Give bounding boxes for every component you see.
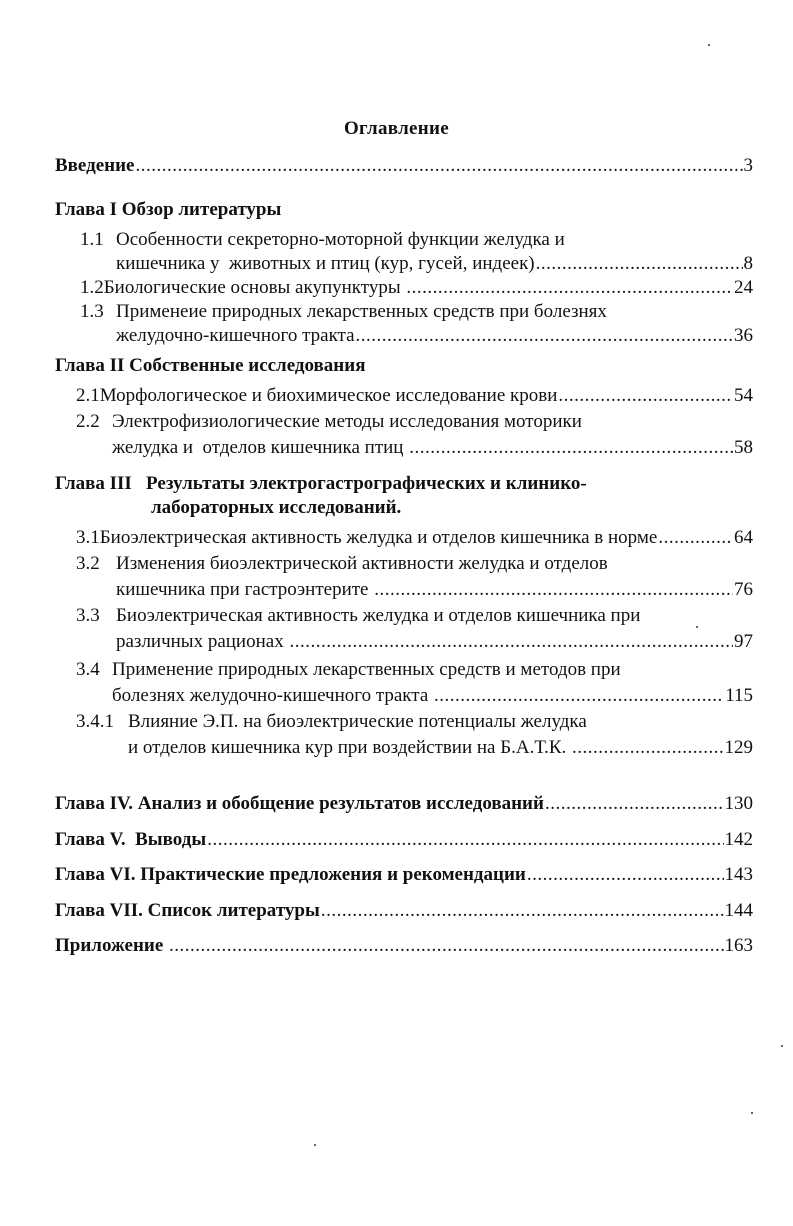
chapter-heading-text: Глава I Обзор литературы	[55, 199, 282, 220]
section-number: 2.2	[76, 411, 100, 432]
toc-entry-2-2-cont	[112, 436, 753, 460]
toc-entry-3-4-1	[76, 710, 587, 734]
toc-entry-text: желудочно-кишечного тракта	[116, 325, 355, 346]
toc-entry-text: болезнях желудочно-кишечного тракта	[112, 685, 433, 706]
toc-page-number: 143	[724, 864, 753, 885]
toc-page-number: 3	[743, 155, 753, 176]
toc-entry-text: Глава VII. Список литературы	[55, 900, 320, 921]
dot-leader	[136, 154, 743, 178]
scan-speck	[781, 1045, 783, 1047]
toc-entry-text: Изменения биоэлектрической активности желудка и отделов	[116, 553, 608, 574]
section-number: 2.1	[76, 385, 100, 406]
dot-leader	[572, 736, 723, 760]
toc-entry-2-2	[76, 410, 582, 434]
dot-leader	[434, 684, 724, 708]
toc-page-number: 130	[724, 793, 753, 814]
toc-page-number: 64	[734, 527, 753, 548]
toc-entry-3-3-cont	[116, 630, 753, 654]
toc-page-number: 76	[734, 579, 753, 600]
toc-entry-text: Применеие природных лекарственных средств при болезнях	[116, 301, 607, 322]
chapter-heading-3-cont	[151, 496, 401, 520]
dot-leader	[289, 630, 733, 654]
toc-entry-text: Глава VI. Практические предложения и рекомендации	[55, 864, 526, 885]
toc-page-number: 115	[725, 685, 753, 706]
dot-leader	[658, 526, 733, 550]
toc-page-number: 58	[734, 437, 753, 458]
section-number: 1.1	[80, 229, 104, 250]
toc-entry-text: желудка и отделов кишечника птиц	[112, 437, 409, 458]
toc-entry-3-2-cont	[116, 578, 753, 602]
toc-entry-intro	[55, 154, 753, 178]
toc-page-number: 163	[724, 935, 753, 956]
toc-page-number: 97	[734, 631, 753, 652]
toc-entry-text: различных рационах	[116, 631, 289, 652]
toc-page-number: 129	[724, 737, 753, 758]
toc-page-number: 8	[743, 253, 753, 274]
toc-entry-appendix	[55, 934, 753, 958]
toc-page-number: 142	[724, 829, 753, 850]
chapter-heading-2	[55, 354, 365, 378]
toc-entry-3-4-1-cont	[128, 736, 753, 760]
dot-leader	[406, 276, 733, 300]
chapter-heading-text: Глава III Результаты электрогастрографических и клинико-	[55, 473, 587, 494]
toc-entry-text: Биоэлектрическая активность желудка и отделов кишечника в норме	[99, 527, 658, 548]
toc-entry-text: Приложение	[55, 935, 169, 956]
section-number: 3.3	[76, 605, 100, 626]
chapter-heading-text: Глава II Собственные исследования	[55, 355, 366, 376]
toc-entry-chapter-7	[55, 899, 753, 923]
toc-entry-3-4-cont	[112, 684, 753, 708]
toc-entry-1-1-cont	[116, 252, 753, 276]
section-number: 1.3	[80, 301, 104, 322]
dot-leader	[169, 934, 723, 958]
dot-leader	[545, 792, 724, 816]
dot-leader	[321, 899, 724, 923]
dot-leader	[558, 384, 733, 408]
dot-leader	[356, 324, 733, 348]
toc-entry-text: кишечника при гастроэнтерите	[116, 579, 374, 600]
toc-page-number: 144	[724, 900, 753, 921]
toc-entry-chapter-4	[55, 792, 753, 816]
dot-leader	[374, 578, 733, 602]
toc-entry-3-3	[76, 604, 640, 628]
toc-entry-text: Морфологическое и биохимическое исследование крови	[99, 385, 558, 406]
section-number: 3.1	[76, 527, 100, 548]
chapter-heading-1	[55, 198, 281, 222]
section-number: 3.4	[76, 659, 100, 680]
toc-entry-text: Применение природных лекарственных средств и методов при	[112, 659, 621, 680]
section-number: 3.2	[76, 553, 100, 574]
toc-entry-text: Влияние Э.П. на биоэлектрические потенциалы желудка	[128, 711, 587, 732]
page-title: Оглавление	[343, 118, 450, 139]
scan-speck	[751, 1112, 753, 1114]
toc-entry-chapter-5	[55, 828, 753, 852]
toc-entry-text: Глава V. Выводы	[55, 829, 207, 850]
toc-page-number: 36	[734, 325, 753, 346]
scan-speck	[708, 44, 710, 46]
chapter-heading-3	[55, 472, 587, 496]
toc-entry-text: Особенности секреторно-моторной функции желудка и	[116, 229, 565, 250]
chapter-heading-text: лабораторных исследований.	[151, 497, 402, 518]
toc-entry-text: кишечника у животных и птиц (кур, гусей, индеек)	[116, 253, 535, 274]
toc-entry-3-2	[76, 552, 608, 576]
toc-entry-chapter-6	[55, 863, 753, 887]
toc-entry-1-1	[80, 228, 565, 252]
toc-entry-text: Глава IV. Анализ и обобщение результатов исследований	[55, 793, 544, 814]
toc-entry-text: Введение	[55, 155, 135, 176]
toc-page-number: 24	[734, 277, 753, 298]
toc-entry-1-3	[80, 300, 607, 324]
toc-entry-2-1	[76, 384, 753, 408]
toc-entry-1-2	[80, 276, 753, 300]
section-number: 3.4.1	[76, 711, 114, 732]
toc-entry-1-3-cont	[116, 324, 753, 348]
dot-leader	[409, 436, 733, 460]
toc-entry-3-4	[76, 658, 621, 682]
toc-page-number: 54	[734, 385, 753, 406]
toc-entry-text: Электрофизиологические методы исследования моторики	[112, 411, 582, 432]
dot-leader	[207, 828, 723, 852]
toc-entry-3-1	[76, 526, 753, 550]
dot-leader	[527, 863, 724, 887]
toc-entry-text: Биоэлектрическая активность желудка и отделов кишечника при	[116, 605, 641, 626]
dot-leader	[536, 252, 743, 276]
toc-entry-text: Биологические основы акупунктуры	[103, 277, 406, 298]
scan-speck	[696, 626, 698, 628]
toc-entry-text: и отделов кишечника кур при воздействии на Б.А.Т.К.	[128, 737, 572, 758]
section-number: 1.2	[80, 277, 104, 298]
scan-speck	[314, 1144, 316, 1146]
